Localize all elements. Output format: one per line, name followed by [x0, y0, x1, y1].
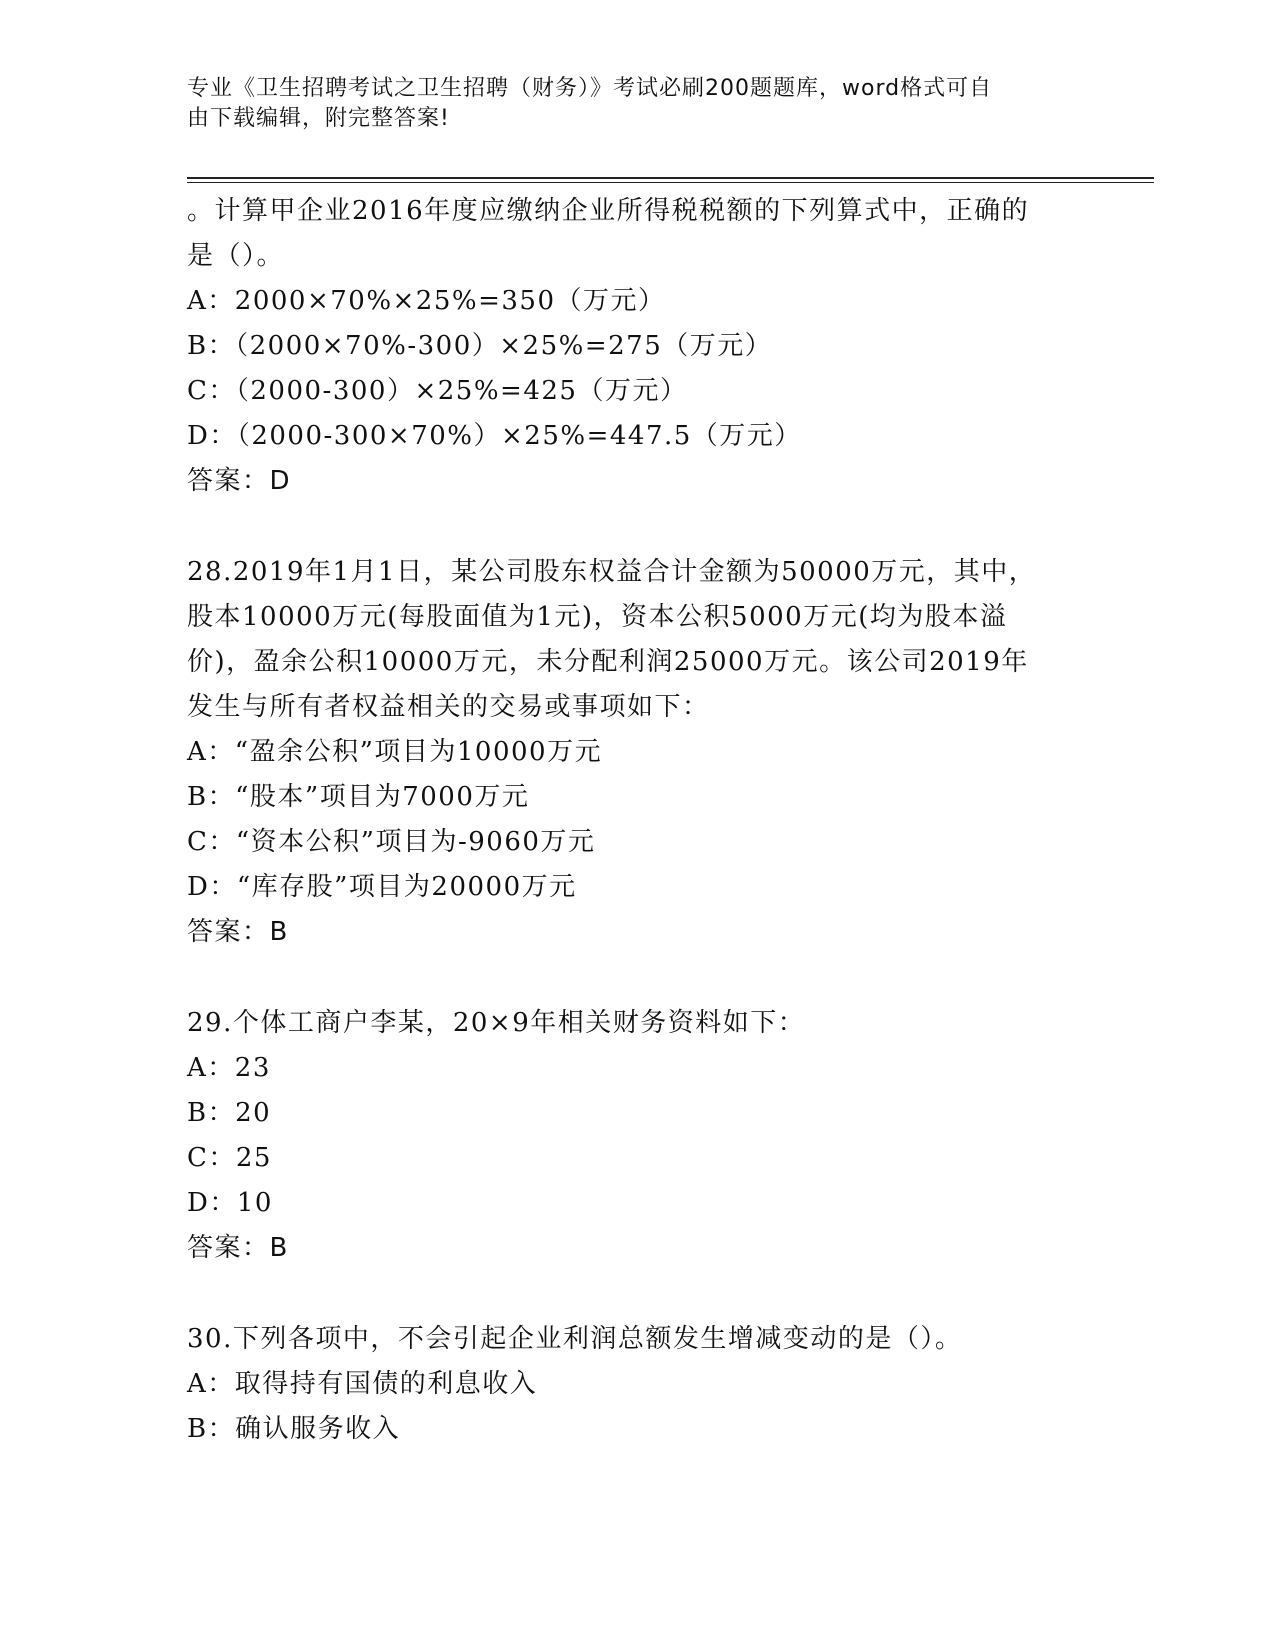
question-content	[187, 189, 1107, 1452]
option-b: B：20	[187, 1098, 272, 1128]
question-27	[187, 189, 1107, 504]
header-divider-thick	[187, 177, 1154, 179]
header-line-2: 由下载编辑，附完整答案!	[187, 106, 450, 131]
option-b: B：“股本”项目为7000万元	[187, 782, 530, 812]
spacer	[187, 1271, 1107, 1317]
option-c: C：25	[187, 1143, 272, 1173]
header-line-1: 专业《卫生招聘考试之卫生招聘（财务）》考试必刷200题题库，word格式可自	[187, 76, 993, 101]
question-text: 发生与所有者权益相关的交易或事项如下：	[187, 692, 710, 722]
question-text: 价)，盈余公积10000万元，未分配利润25000万元。该公司2019年	[187, 647, 1029, 677]
question-text: 是（）。	[187, 241, 285, 271]
document-header	[187, 74, 1067, 134]
option-d: D：10	[187, 1188, 273, 1218]
option-a: A：取得持有国债的利息收入	[187, 1369, 538, 1399]
question-29	[187, 1001, 1107, 1271]
answer: 答案：B	[187, 1233, 289, 1263]
question-30	[187, 1317, 1107, 1452]
option-a: A：“盈余公积”项目为10000万元	[187, 737, 603, 767]
option-d: D：（2000-300×70%）×25%=447.5（万元）	[187, 421, 802, 451]
spacer	[187, 504, 1107, 550]
option-c: C：（2000-300）×25%=425（万元）	[187, 376, 688, 406]
option-b: B：（2000×70%-300）×25%=275（万元）	[187, 331, 773, 361]
spacer	[187, 955, 1107, 1001]
question-text: 29.个体工商户李某，20×9年相关财务资料如下：	[187, 1008, 806, 1038]
question-28	[187, 550, 1107, 955]
answer: 答案：D	[187, 466, 292, 496]
option-a: A：2000×70%×25%=350（万元）	[187, 286, 666, 316]
option-d: D：“库存股”项目为20000万元	[187, 872, 577, 902]
question-text: 28.2019年1月1日，某公司股东权益合计金额为50000万元，其中，	[187, 557, 1037, 587]
option-b: B：确认服务收入	[187, 1414, 401, 1444]
question-text: 30.下列各项中，不会引起企业利润总额发生增减变动的是（）。	[187, 1324, 963, 1354]
option-c: C：“资本公积”项目为-9060万元	[187, 827, 596, 857]
question-text: 。计算甲企业2016年度应缴纳企业所得税税额的下列算式中，正确的	[187, 196, 1030, 226]
option-a: A：23	[187, 1053, 271, 1083]
question-text: 股本10000万元(每股面值为1元)，资本公积5000万元(均为股本溢	[187, 602, 1008, 632]
answer: 答案：B	[187, 917, 289, 947]
header-divider-thin	[187, 182, 1154, 183]
